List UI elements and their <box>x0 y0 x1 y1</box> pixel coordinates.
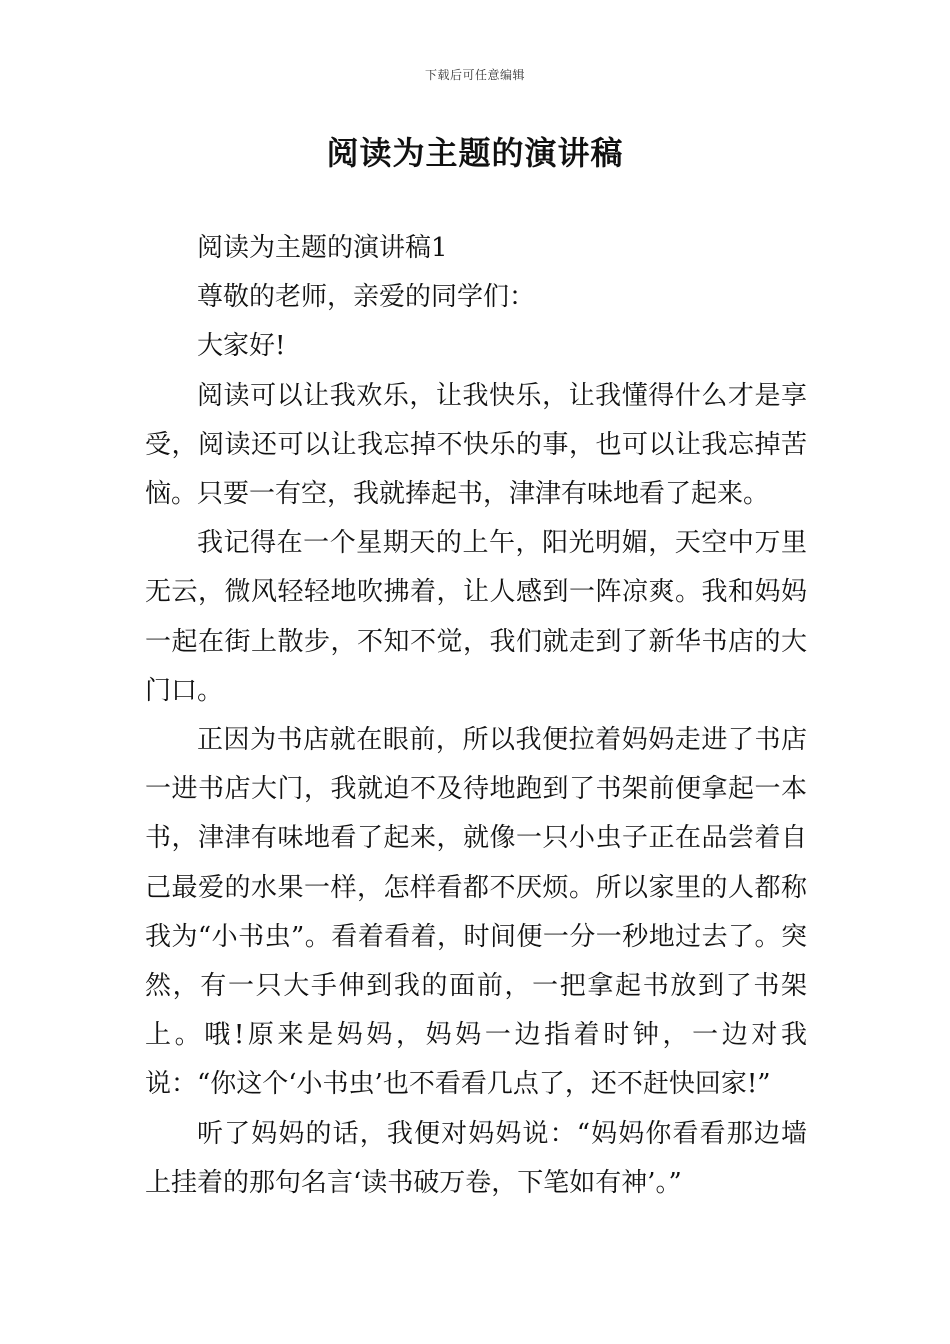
document-title: 阅读为主题的演讲稿 <box>326 134 624 172</box>
paragraph: 正因为书店就在眼前，所以我便拉着妈妈走进了书店一进书店大门，我就迫不及待地跑到了书架前便拿起一本书，津津有味地看了起来，就像一只小虫子正在品尝着自己最爱的水果一样，怎样看都不厌烦。所以家里的人都称我为“小书虫”。看着看着，时间便一分一秒地过去了。突然，有一只大手伸到我的面前，一把拿起书放到了书架上。哦!原来是妈妈，妈妈一边指着时钟，一边对我说：“你这个‘小书虫’也不看看几点了，还不赶快回家!” <box>145 725 807 1100</box>
paragraph-subtitle: 阅读为主题的演讲稿1 <box>197 233 448 263</box>
paragraph-salutation: 尊敬的老师，亲爱的同学们： <box>197 282 536 313</box>
paragraph: 阅读可以让我欢乐，让我快乐，让我懂得什么才是享受，阅读还可以让我忘掉不快乐的事，也可以让我忘掉苦恼。只要一有空，我就捧起书，津津有味地看了起来。 <box>145 380 807 510</box>
header-note: 下载后可任意编辑 <box>424 68 525 82</box>
paragraph-greeting: 大家好! <box>197 331 286 362</box>
paragraph: 我记得在一个星期天的上午，阳光明媚，天空中万里无云，微风轻轻地吹拂着，让人感到一阵凉爽。我和妈妈一起在街上散步，不知不觉，我们就走到了新华书店的大门口。 <box>145 528 807 706</box>
paragraph: 听了妈妈的话，我便对妈妈说：“妈妈你看看那边墙上挂着的那句名言‘读书破万卷，下笔如有神’。” <box>145 1118 807 1198</box>
document-body <box>145 224 807 1208</box>
